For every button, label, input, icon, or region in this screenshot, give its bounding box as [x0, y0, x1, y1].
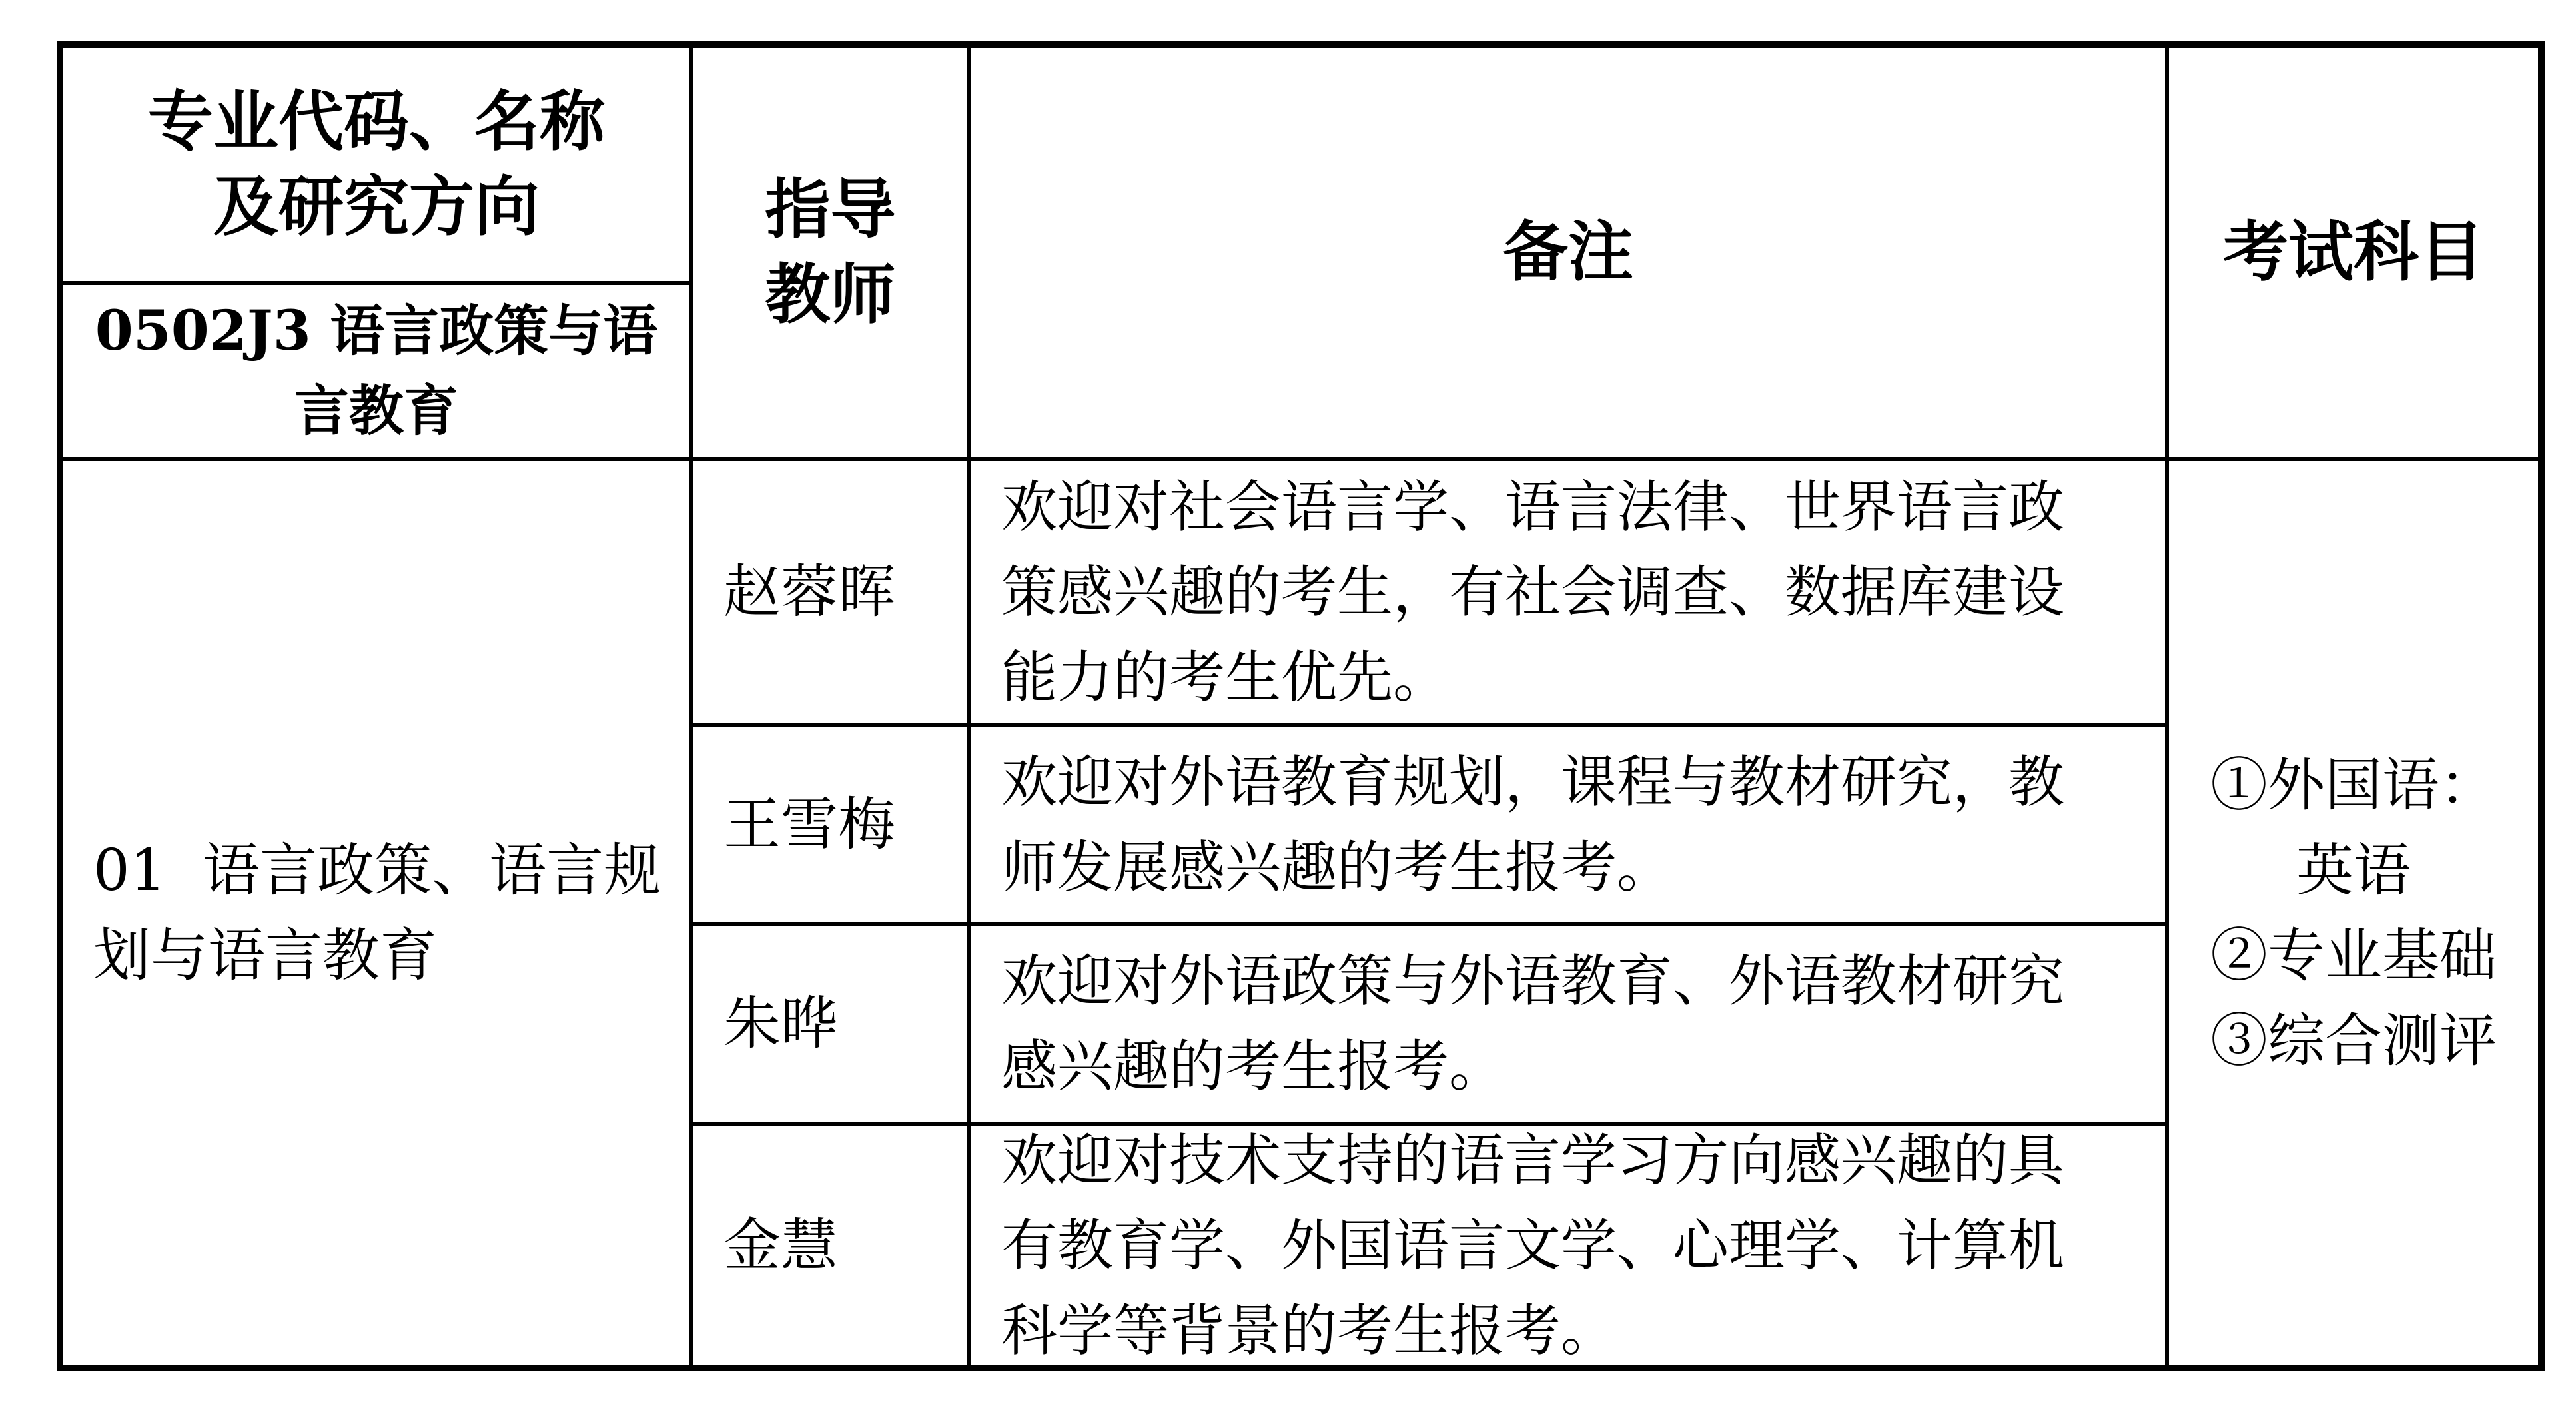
note-line: 欢迎对外语教育规划，课程与教材研究，教	[1001, 749, 2065, 815]
note-line: 策感兴趣的考生，有社会调查、数据库建设	[1001, 559, 2065, 625]
exam-subject-2: ②专业基础	[2210, 922, 2497, 989]
major-code	[63, 285, 689, 457]
note-line: 欢迎对社会语言学、语言法律、世界语言政	[1001, 474, 2065, 539]
teacher-name: 金慧	[723, 1212, 838, 1279]
teacher-name: 王雪梅	[723, 791, 895, 858]
advisor-header	[693, 48, 967, 457]
teacher-name: 朱晔	[723, 990, 838, 1057]
major-code-line1: 0502J3 语言政策与语	[95, 299, 658, 363]
note-row-4	[971, 1126, 2165, 1365]
exam-subject-1: ①外国语：	[2210, 751, 2497, 819]
teacher-name: 赵蓉晖	[723, 559, 895, 625]
major-header-line2: 及研究方向	[213, 169, 540, 245]
note-line: 欢迎对外语政策与外语教育、外语教材研究	[1001, 948, 2065, 1014]
note-line: 感兴趣的考生报考。	[1001, 1034, 1505, 1099]
research-direction-line2: 划与语言教育	[93, 922, 437, 989]
note-line: 科学等背景的考生报考。	[1001, 1297, 1617, 1363]
exam-header-label: 考试科目	[2222, 214, 2484, 290]
advisor-header-line2: 教师	[765, 256, 896, 333]
teacher-row-2	[693, 727, 967, 922]
program-table	[57, 41, 2545, 1371]
note-line: 能力的考生优先。	[1001, 645, 1450, 710]
note-row-3	[971, 926, 2165, 1122]
major-header	[63, 48, 689, 281]
research-direction	[63, 461, 689, 1365]
notes-header-label: 备注	[1502, 214, 1633, 290]
exam-subjects	[2169, 461, 2538, 1365]
note-line: 师发展感兴趣的考生报考。	[1001, 835, 1673, 900]
teacher-row-4	[693, 1126, 967, 1365]
major-header-line1: 专业代码、名称	[147, 83, 605, 160]
notes-header	[971, 48, 2165, 457]
note-row-1	[971, 461, 2165, 723]
exam-subject-3: ③综合测评	[2210, 1007, 2497, 1074]
exam-header	[2169, 48, 2538, 457]
teacher-row-3	[693, 926, 967, 1122]
exam-subject-1-detail: 英语	[2296, 837, 2411, 904]
note-line: 有教育学、外国语言文学、心理学、计算机	[1001, 1212, 2065, 1278]
research-direction-line1: 01 语言政策、语言规	[93, 837, 661, 904]
major-code-line2: 言教育	[294, 379, 458, 443]
advisor-header-line1: 指导	[765, 171, 896, 248]
teacher-row-1	[693, 461, 967, 723]
note-line: 欢迎对技术支持的语言学习方向感兴趣的具	[1001, 1127, 2065, 1193]
note-row-2	[971, 727, 2165, 922]
